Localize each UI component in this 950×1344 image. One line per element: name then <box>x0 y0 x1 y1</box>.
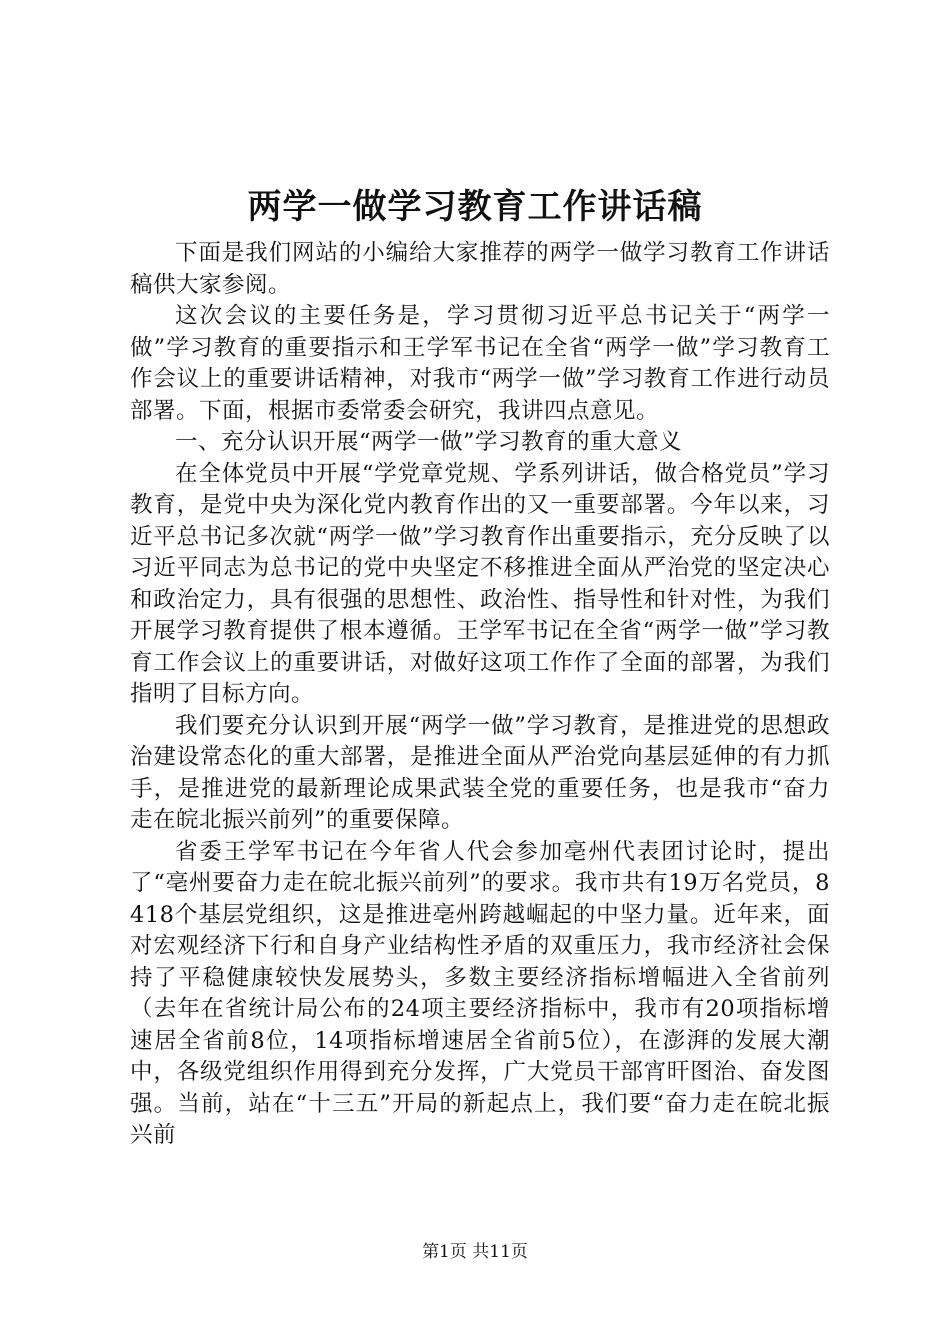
body-paragraph: 这次会议的主要任务是，学习贯彻习近平总书记关于“两学一做”学习教育的重要指示和王学军书记在全省“两学一做”学习教育工作会议上的重要讲话精神，对我市“两学一做”学习教育工作进行动员部署。下面，根据市委常委会研究，我讲四点意见。 <box>130 303 830 424</box>
body-paragraph: 我们要充分认识到开展“两学一做”学习教育，是推进党的思想政治建设常态化的重大部署，是推进全面从严治党向基层延伸的有力抓手，是推进党的最新理论成果武装全党的重要任务，也是我市“奋力走在皖北振兴前列”的重要保障。 <box>130 712 830 833</box>
document-body <box>130 238 830 1152</box>
document-title: 两学一做学习教育工作讲话稿 <box>247 187 703 227</box>
section-heading: 一、充分认识开展“两学一做”学习教育的重大意义 <box>175 429 683 455</box>
intro-paragraph: 下面是我们网站的小编给大家推荐的两学一做学习教育工作讲话稿供大家参阅。 <box>130 240 830 298</box>
body-paragraph: 在全体党员中开展“学党章党规、学系列讲话，做合格党员”学习教育，是党中央为深化党内教育作出的又一重要部署。今年以来，习近平总书记多次就“两学一做”学习教育作出重要指示，充分反映了以习近平同志为总书记的党中央坚定不移推进全面从严治党的坚定决心和政治定力，具有很强的思想性、政治性、指导性和针对性，为我们开展学习教育提供了根本遵循。王学军书记在全省“两学一做”学习教育工作会议上的重要讲话，对做好这项工作作了全面的部署，为我们指明了目标方向。 <box>130 460 830 707</box>
body-paragraph: 省委王学军书记在今年省人代会参加亳州代表团讨论时，提出了“亳州要奋力走在皖北振兴前列”的要求。我市共有19万名党员，8418个基层党组织，这是推进亳州跨越崛起的中坚力量。近年来，面对宏观经济下行和自身产业结构性矛盾的双重压力，我市经济社会保持了平稳健康较快发展势头，多数主要经济指标增幅进入全省前列（去年在省统计局公布的24项主要经济指标中，我市有20项指标增速居全省前8位，14项指标增速居全省前5位），在澎湃的发展大潮中，各级党组织作用得到充分发挥，广大党员干部宵旰图治、奋发图强。当前，站在“十三五”开局的新起点上，我们要“奋力走在皖北振兴前 <box>130 838 830 1148</box>
page-number-footer: 第1页 共11页 <box>422 1242 528 1262</box>
